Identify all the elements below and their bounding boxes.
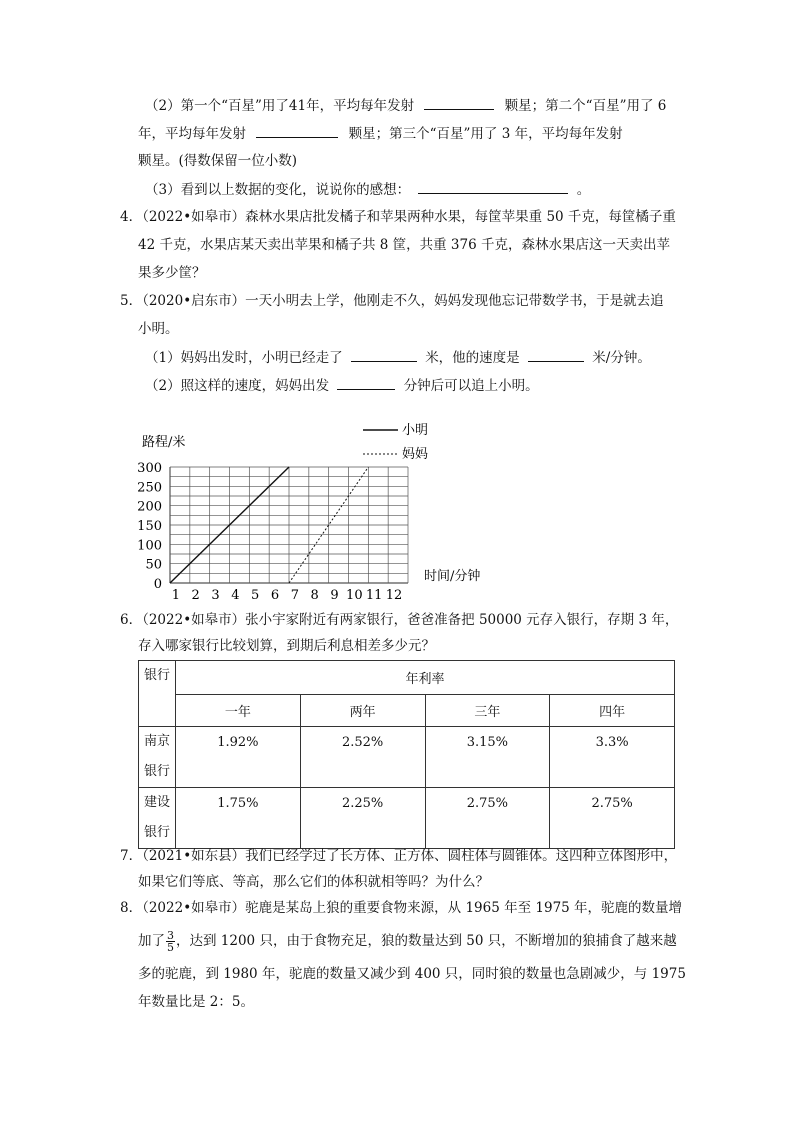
x-axis-label: 时间/分钟 [424, 569, 481, 584]
answer-blank[interactable] [418, 179, 568, 194]
fraction-three-fifths: $\frac{3}{5}$ [167, 929, 174, 954]
q7-line2: 如果它们等底、等高，那么它们的体积就相等吗？为什么？ [138, 874, 489, 890]
chart-grid [170, 467, 408, 583]
q8-line4: 年数量比是 2：5。 [138, 994, 254, 1010]
rate-header: 年利率 [176, 661, 675, 695]
answer-blank[interactable] [337, 375, 395, 390]
q5-part1: （1）妈妈出发时，小明已经走了 米，他的速度是 米/分钟。 [145, 347, 651, 368]
q5-part2: （2）照这样的速度，妈妈出发 分钟后可以追上小明。 [145, 375, 539, 396]
x-tick-label: 1 [171, 588, 180, 600]
answer-blank[interactable] [528, 347, 584, 362]
x-tick-label: 2 [191, 588, 200, 600]
bank-name: 建设 银行 [139, 788, 176, 849]
q7-line1: 7．（2021•如东县）我们已经学过了长方体、正方体、圆柱体与圆锥体。这四种立体图形中， [120, 848, 678, 864]
rate-cell: 3.3% [550, 727, 675, 788]
answer-blank[interactable] [351, 347, 417, 362]
y-tick-label: 0 [153, 577, 162, 592]
q3-part3-line: （3）看到以上数据的变化，说说你的感想： 。 [145, 179, 590, 200]
x-tick-label: 7 [290, 588, 299, 600]
x-tick-label: 6 [270, 588, 280, 600]
y-tick-label: 250 [137, 480, 162, 496]
chart-ticks [137, 461, 402, 600]
table-row [139, 727, 675, 788]
x-tick-label: 11 [365, 588, 383, 600]
q4-line2: 42 千克，水果店某天卖出苹果和橘子共 8 筐，共重 376 千克，森林水果店这一天卖出苹 [138, 237, 670, 253]
legend-label: 妈妈 [402, 447, 429, 462]
rate-cell: 2.75% [425, 788, 550, 849]
y-tick-label: 100 [137, 538, 162, 554]
rate-cell: 1.92% [176, 727, 301, 788]
answer-blank[interactable] [256, 123, 338, 138]
x-tick-label: 3 [211, 588, 220, 600]
x-tick-label: 12 [385, 588, 403, 600]
y-axis-label: 路程/米 [142, 435, 186, 450]
bank-name: 南京 银行 [139, 727, 176, 788]
rate-cell: 2.52% [300, 727, 425, 788]
q8-line1: 8．（2022•如皋市）驼鹿是某岛上狼的重要食物来源，从 1965 年至 1975 年，驼鹿的数量增 [120, 900, 683, 916]
term-header: 两年 [300, 695, 425, 727]
rate-cell: 1.75% [176, 788, 301, 849]
q8-line3: 多的驼鹿，到 1980 年，驼鹿的数量又减少到 400 只，同时狼的数量也急剧减少，与 1975 [138, 966, 686, 982]
y-tick-label: 300 [137, 461, 162, 476]
q4-line3: 果多少筐？ [138, 265, 206, 281]
q3-part2-line3: 颗星。(得数保留一位小数) [138, 153, 298, 169]
rate-cell: 3.15% [425, 727, 550, 788]
q6-line1: 6．（2022•如皋市）张小宇家附近有两家银行，爸爸准备把 50000 元存入银行，存期 3 年， [120, 612, 679, 628]
table-row [139, 788, 675, 849]
bank-header: 银行 [139, 661, 176, 727]
q3-part2-line2: 年，平均每年发射 颗星；第三个“百星”用了 3 年，平均每年发射 [138, 123, 623, 144]
interest-rate-table [138, 660, 675, 849]
q4-line1: 4．（2022•如皋市）森林水果店批发橘子和苹果两种水果，每筐苹果重 50 千克，每筐橘子重 [120, 209, 676, 225]
answer-blank[interactable] [424, 95, 494, 110]
q5-line2: 小明。 [138, 321, 179, 337]
y-tick-label: 50 [145, 557, 162, 573]
q8-line2: 加了 $\frac{3}{5}$ ，达到 1200 只，由于食物充足，狼的数量达到 50 只，不断增加的狼捕食了越来越 [138, 929, 677, 954]
term-header: 三年 [425, 695, 550, 727]
legend-label: 小明 [402, 423, 429, 438]
term-header: 四年 [550, 695, 675, 727]
term-header: 一年 [176, 695, 301, 727]
q3-part2-line1: （2）第一个“百星”用了41年，平均每年发射 颗星；第二个“百星”用了 6 [145, 95, 666, 116]
y-tick-label: 200 [137, 499, 162, 515]
x-tick-label: 8 [310, 588, 319, 600]
y-tick-label: 150 [137, 519, 162, 534]
x-tick-label: 4 [231, 588, 240, 600]
x-tick-label: 10 [346, 588, 363, 600]
x-tick-label: 9 [330, 588, 339, 600]
rate-cell: 2.75% [550, 788, 675, 849]
distance-time-chart [130, 410, 500, 600]
q5-line1: 5．（2020•启东市）一天小明去上学，他刚走不久，妈妈发现他忘记带数学书，于是就去追 [120, 293, 664, 309]
x-tick-label: 5 [251, 588, 260, 600]
rate-cell: 2.25% [300, 788, 425, 849]
q6-line2: 存入哪家银行比较划算，到期后利息相差多少元？ [138, 638, 435, 654]
